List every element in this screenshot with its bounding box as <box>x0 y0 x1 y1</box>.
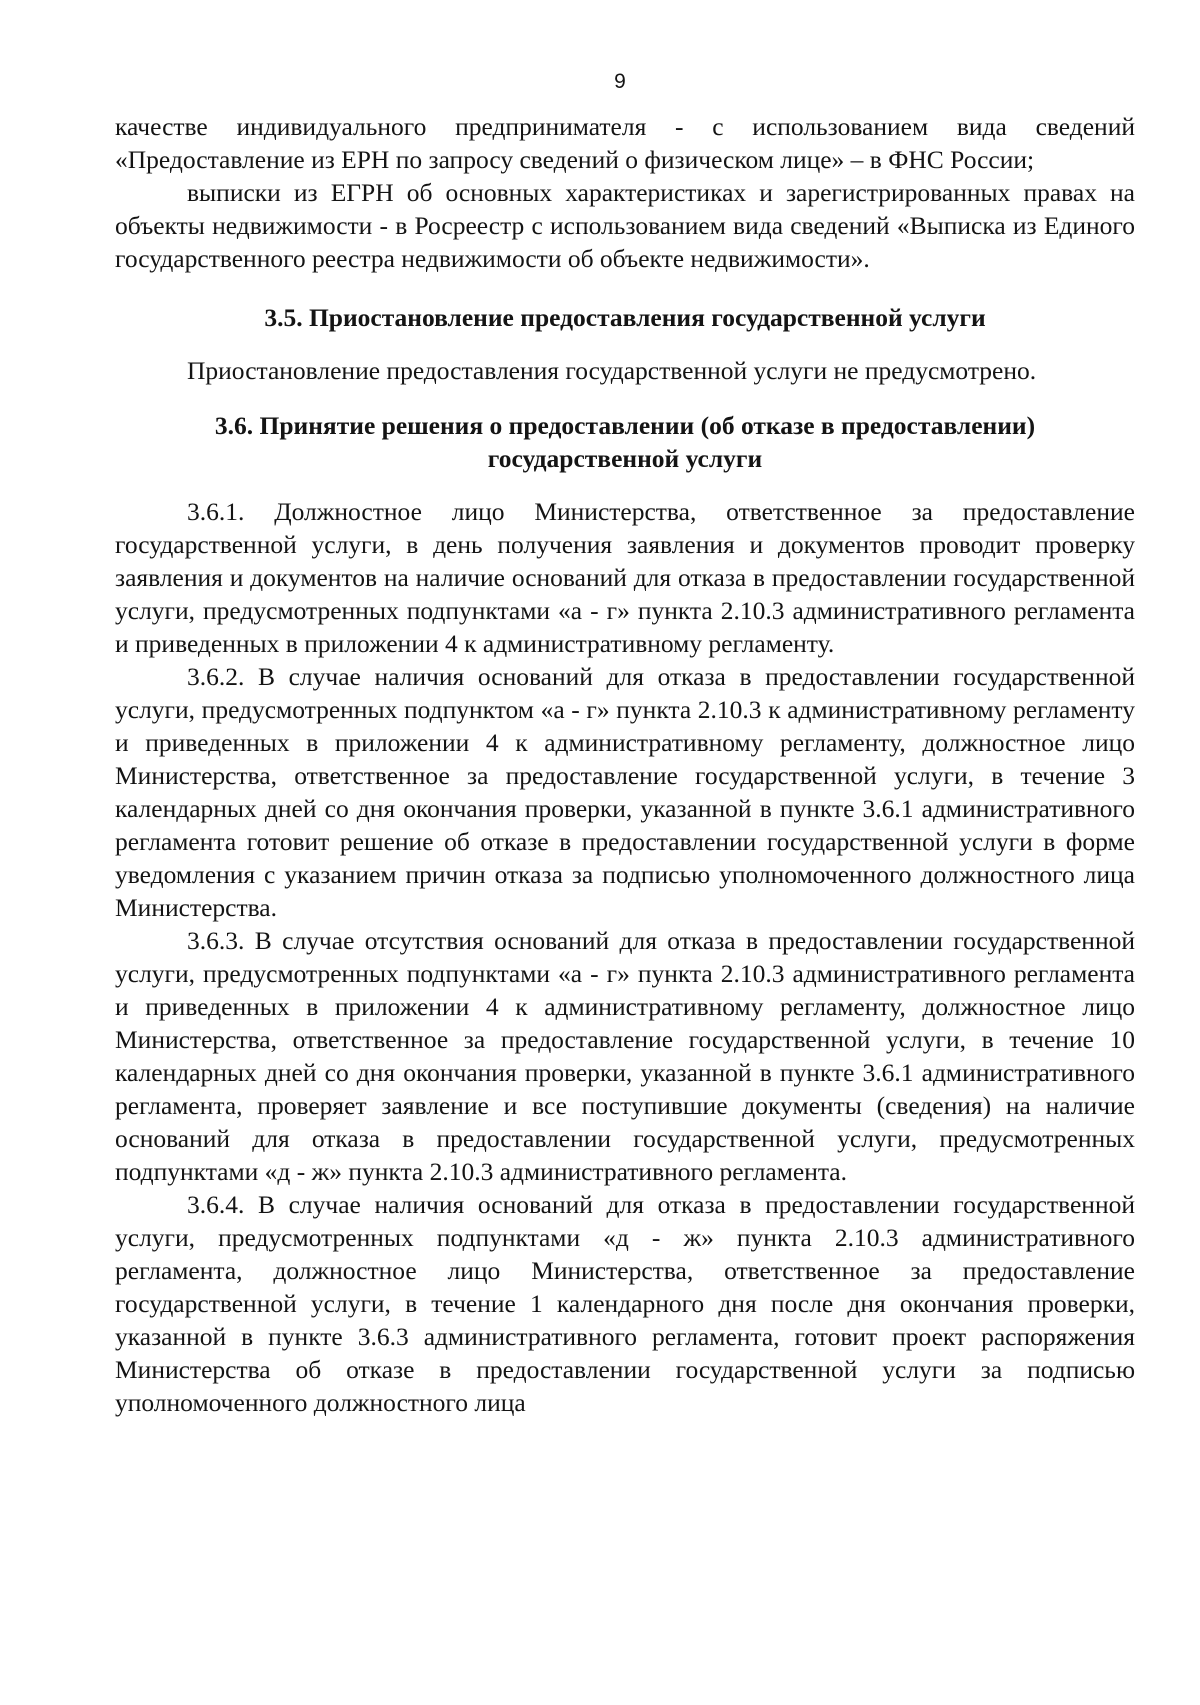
intro-paragraph-continued: качестве индивидуального предпринимателя - с использованием вида сведений «Предоставление из ЕРН по запросу сведений о физическом лице» – в ФНС России; <box>115 112 1135 174</box>
document-body <box>115 110 1135 1419</box>
section-3-5-heading: 3.5. Приостановление предоставления государственной услуги <box>264 303 986 332</box>
intro-paragraph-egrn: выписки из ЕГРН об основных характеристиках и зарегистрированных правах на объекты недвижимости - в Росреестр с использованием вида сведений «Выписка из Единого государственного реестра недвижимости об объекте недвижимости». <box>115 178 1135 273</box>
paragraph-3-6-2: 3.6.2. В случае наличия оснований для отказа в предоставлении государственной услуги, предусмотренных подпунктом «а - г» пункта 2.10.3 к административному регламенту и приведенных в приложении 4 к административному регламенту, должностное лицо Министерства, ответственное за предоставление государственной услуги, в течение 3 календарных дней со дня окончания проверки, указанной в пункте 3.6.1 административного регламента готовит решение об отказе в предоставлении государственной услуги в форме уведомления с указанием причин отказа за подписью уполномоченного должностного лица Министерства. <box>115 662 1135 922</box>
section-3-5-text: Приостановление предоставления государственной услуги не предусмотрено. <box>187 356 1037 385</box>
section-3-6-heading <box>115 409 1135 475</box>
paragraph-3-6-3: 3.6.3. В случае отсутствия оснований для отказа в предоставлении государственной услуги, предусмотренных подпунктами «а - г» пункта 2.10.3 административного регламента и приведенных в приложении 4 к административному регламенту, должностное лицо Министерства, ответственное за предоставление государственной услуги, в течение 10 календарных дней со дня окончания проверки, указанной в пункте 3.6.1 административного регламента, проверяет заявление и все поступившие документы (сведения) на наличие оснований для отказа в предоставлении государственной услуги, предусмотренных подпунктами «д - ж» пункта 2.10.3 административного регламента. <box>115 926 1135 1186</box>
paragraph-3-6-1: 3.6.1. Должностное лицо Министерства, ответственное за предоставление государственной услуги, в день получения заявления и документов проводит проверку заявления и документов на наличие оснований для отказа в предоставлении государственной услуги, предусмотренных подпунктами «а - г» пункта 2.10.3 административного регламента и приведенных в приложении 4 к административному регламенту. <box>115 497 1135 658</box>
section-3-6-heading-line1: 3.6. Принятие решения о предоставлении (об отказе в предоставлении) <box>214 411 1036 440</box>
paragraph-3-6-4: 3.6.4. В случае наличия оснований для отказа в предоставлении государственной услуги, предусмотренных подпунктами «д - ж» пункта 2.10.3 административного регламента, должностное лицо Министерства, ответственное за предоставление государственной услуги, в течение 1 календарного дня после дня окончания проверки, указанной в пункте 3.6.3 административного регламента, готовит проект распоряжения Министерства об отказе в предоставлении государственной услуги за подписью уполномоченного должностного лица <box>115 1190 1135 1417</box>
section-3-6-heading-line2: государственной услуги <box>487 444 763 473</box>
page-number: 9 <box>614 70 626 93</box>
